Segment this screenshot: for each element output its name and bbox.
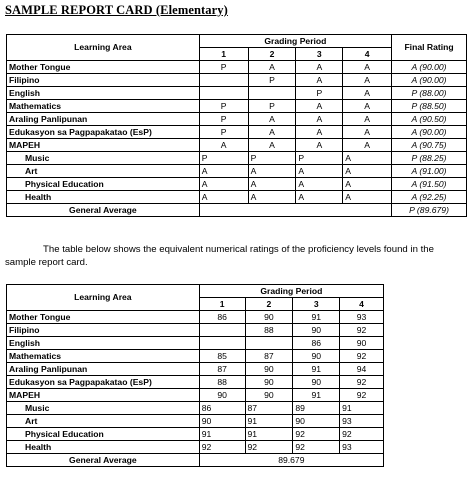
final-rating-cell: A (92.25) — [392, 191, 467, 204]
grade-cell: 88 — [199, 376, 245, 389]
period-header: 4 — [340, 298, 384, 311]
grade-cell: 87 — [199, 363, 245, 376]
subject-row — [7, 376, 384, 389]
grade-cell: A — [296, 126, 343, 139]
grade-cell: A — [199, 178, 248, 191]
grade-cell: A — [343, 100, 392, 113]
learning-area-cell: Mother Tongue — [7, 61, 200, 74]
grade-cell: 91 — [293, 311, 340, 324]
grade-cell: 90 — [199, 389, 245, 402]
grade-cell: A — [296, 61, 343, 74]
grade-cell: 90 — [340, 337, 384, 350]
grade-cell: A — [296, 165, 343, 178]
grade-cell: A — [248, 191, 296, 204]
grade-cell: A — [296, 74, 343, 87]
subject-subrow — [7, 191, 467, 204]
grading-period-header: Grading Period — [199, 35, 391, 48]
grade-cell: 86 — [199, 402, 245, 415]
learning-area-header: Learning Area — [7, 285, 200, 311]
grade-cell: 93 — [340, 441, 384, 454]
period-header: 1 — [199, 48, 248, 61]
grade-cell: P — [296, 87, 343, 100]
grade-cell: 87 — [245, 350, 293, 363]
learning-area-cell: Mother Tongue — [7, 311, 200, 324]
grade-cell: P — [248, 100, 296, 113]
grade-cell: A — [343, 191, 392, 204]
grade-cell: 90 — [245, 376, 293, 389]
grade-cell: A — [343, 87, 392, 100]
grade-cell: A — [343, 165, 392, 178]
subject-row — [7, 113, 467, 126]
grade-cell: A — [343, 152, 392, 165]
subject-row — [7, 389, 384, 402]
grade-cell: 91 — [293, 363, 340, 376]
learning-area-cell: Mathematics — [7, 100, 200, 113]
grade-cell: P — [248, 74, 296, 87]
subject-row — [7, 350, 384, 363]
grade-cell: P — [199, 152, 248, 165]
grade-cell: A — [248, 126, 296, 139]
grade-cell: A — [248, 139, 296, 152]
final-rating-header: Final Rating — [392, 35, 467, 61]
subject-subrow — [7, 428, 384, 441]
subject-subrow — [7, 152, 467, 165]
grade-cell: 90 — [245, 363, 293, 376]
period-header: 1 — [199, 298, 245, 311]
subject-row — [7, 311, 384, 324]
numerical-ratings-table — [6, 284, 384, 467]
period-header: 2 — [248, 48, 296, 61]
learning-area-cell: English — [7, 87, 200, 100]
subject-subrow — [7, 178, 467, 191]
grade-cell: A — [343, 178, 392, 191]
subject-row — [7, 337, 384, 350]
grade-cell: P — [199, 61, 248, 74]
grade-cell: A — [296, 178, 343, 191]
learning-area-cell: Araling Panlipunan — [7, 113, 200, 126]
grade-cell: A — [343, 113, 392, 126]
subject-row — [7, 74, 467, 87]
subject-row — [7, 100, 467, 113]
grade-cell: 89 — [293, 402, 340, 415]
grade-cell — [199, 324, 245, 337]
final-rating-cell: A (91.00) — [392, 165, 467, 178]
grade-cell: 87 — [245, 402, 293, 415]
learning-area-cell: Edukasyon sa Pagpapakatao (EsP) — [7, 376, 200, 389]
final-rating-cell: A (90.00) — [392, 61, 467, 74]
learning-area-cell: Araling Panlipunan — [7, 363, 200, 376]
learning-area-cell: Filipino — [7, 74, 200, 87]
sample-report-card-table — [6, 34, 467, 217]
grade-cell: A — [199, 165, 248, 178]
grade-cell: 90 — [293, 350, 340, 363]
learning-area-cell: Physical Education — [7, 178, 200, 191]
grade-cell: 92 — [340, 350, 384, 363]
subject-row — [7, 61, 467, 74]
subject-row — [7, 87, 467, 100]
final-rating-cell: P (88.00) — [392, 87, 467, 100]
grade-cell: 92 — [340, 389, 384, 402]
period-header: 2 — [245, 298, 293, 311]
grade-cell: A — [296, 191, 343, 204]
grade-cell: A — [248, 165, 296, 178]
subject-row — [7, 324, 384, 337]
page-title: SAMPLE REPORT CARD (Elementary) — [5, 3, 228, 17]
final-rating-cell: P (88.25) — [392, 152, 467, 165]
final-rating-cell: A (90.50) — [392, 113, 467, 126]
learning-area-cell: MAPEH — [7, 389, 200, 402]
subject-subrow — [7, 165, 467, 178]
subject-subrow — [7, 415, 384, 428]
grading-period-header: Grading Period — [199, 285, 383, 298]
grade-cell: 92 — [293, 441, 340, 454]
grade-cell: 91 — [199, 428, 245, 441]
period-header: 4 — [343, 48, 392, 61]
grade-cell: 92 — [340, 376, 384, 389]
subject-row — [7, 363, 384, 376]
grade-cell: 91 — [340, 402, 384, 415]
final-rating-cell: A (90.00) — [392, 74, 467, 87]
final-rating-cell: A (90.00) — [392, 126, 467, 139]
grade-cell: A — [343, 61, 392, 74]
grade-cell: A — [199, 139, 248, 152]
grade-cell: 92 — [340, 324, 384, 337]
grade-cell: 91 — [293, 389, 340, 402]
grade-cell — [199, 87, 248, 100]
grade-cell: 93 — [340, 311, 384, 324]
learning-area-cell: Health — [7, 441, 200, 454]
grade-cell — [245, 337, 293, 350]
grade-cell: A — [343, 139, 392, 152]
explanatory-note — [5, 243, 467, 269]
general-average-label: General Average — [7, 204, 200, 217]
grade-cell: P — [248, 152, 296, 165]
learning-area-cell: Art — [7, 165, 200, 178]
final-rating-cell: P (88.50) — [392, 100, 467, 113]
final-rating-cell: A (90.75) — [392, 139, 467, 152]
grade-cell — [199, 337, 245, 350]
grade-cell: 86 — [293, 337, 340, 350]
grade-cell: 90 — [293, 324, 340, 337]
grade-cell: 92 — [293, 428, 340, 441]
period-header: 3 — [296, 48, 343, 61]
grade-cell: 93 — [340, 415, 384, 428]
grade-cell: A — [248, 61, 296, 74]
learning-area-cell: Music — [7, 152, 200, 165]
general-average-value: P (89.679) — [392, 204, 467, 217]
grade-cell: 86 — [199, 311, 245, 324]
grade-cell: A — [296, 139, 343, 152]
learning-area-cell: Health — [7, 191, 200, 204]
grade-cell — [199, 74, 248, 87]
grade-cell: 91 — [245, 415, 293, 428]
grade-cell: 90 — [199, 415, 245, 428]
subject-subrow — [7, 402, 384, 415]
learning-area-cell: Music — [7, 402, 200, 415]
period-header: 3 — [293, 298, 340, 311]
learning-area-cell: Physical Education — [7, 428, 200, 441]
general-average-blank — [199, 204, 391, 217]
learning-area-header: Learning Area — [7, 35, 200, 61]
learning-area-cell: Edukasyon sa Pagpapakatao (EsP) — [7, 126, 200, 139]
grade-cell: 94 — [340, 363, 384, 376]
grade-cell — [248, 87, 296, 100]
grade-cell: A — [248, 113, 296, 126]
learning-area-cell: Art — [7, 415, 200, 428]
grade-cell: 90 — [293, 415, 340, 428]
learning-area-cell: English — [7, 337, 200, 350]
grade-cell: P — [199, 113, 248, 126]
subject-row — [7, 139, 467, 152]
grade-cell: 90 — [245, 311, 293, 324]
general-average-value: 89.679 — [199, 454, 383, 467]
grade-cell: A — [248, 178, 296, 191]
grade-cell: A — [199, 191, 248, 204]
grade-cell: P — [199, 100, 248, 113]
grade-cell: A — [343, 74, 392, 87]
grade-cell: 88 — [245, 324, 293, 337]
subject-subrow — [7, 441, 384, 454]
grade-cell: 90 — [293, 376, 340, 389]
grade-cell: 90 — [245, 389, 293, 402]
learning-area-cell: MAPEH — [7, 139, 200, 152]
grade-cell: P — [199, 126, 248, 139]
grade-cell: 85 — [199, 350, 245, 363]
grade-cell: 92 — [199, 441, 245, 454]
final-rating-cell: A (91.50) — [392, 178, 467, 191]
grade-cell: 91 — [245, 428, 293, 441]
grade-cell: P — [296, 152, 343, 165]
subject-row — [7, 126, 467, 139]
grade-cell: A — [296, 113, 343, 126]
grade-cell: A — [343, 126, 392, 139]
learning-area-cell: Mathematics — [7, 350, 200, 363]
grade-cell: 92 — [245, 441, 293, 454]
grade-cell: A — [296, 100, 343, 113]
grade-cell: 92 — [340, 428, 384, 441]
learning-area-cell: Filipino — [7, 324, 200, 337]
note-text: The table below shows the equivalent numerical ratings of the proficiency levels found in the sample report card. — [5, 244, 434, 268]
general-average-label: General Average — [7, 454, 200, 467]
